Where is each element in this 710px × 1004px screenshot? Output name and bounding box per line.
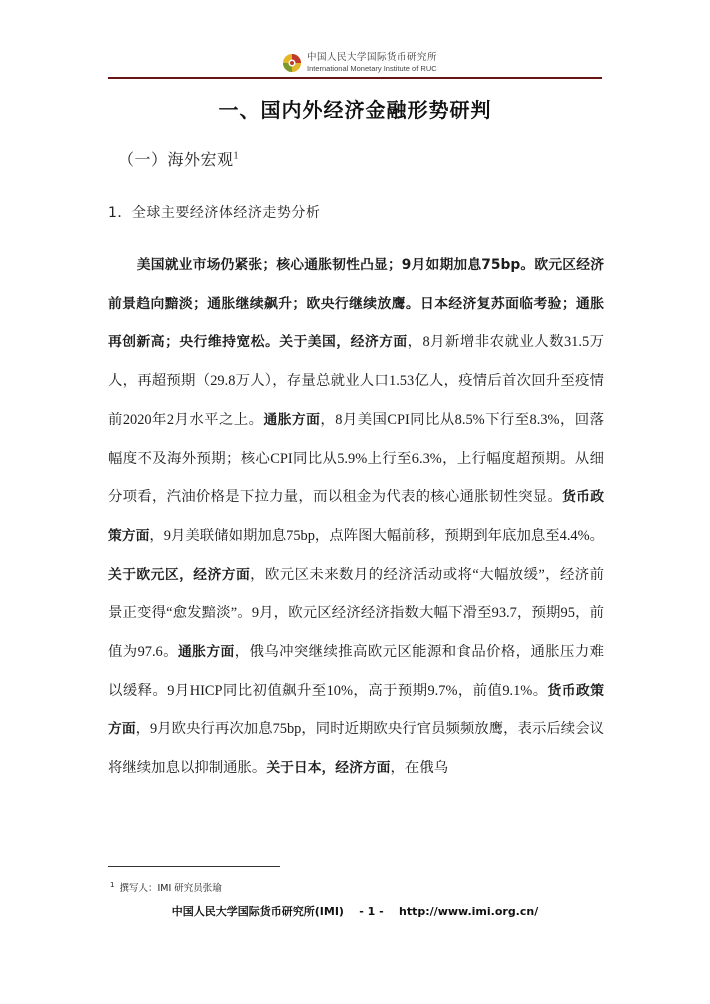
- bold-run: 美国就业市场仍紧张；核心通胀韧性凸显；9月如期加息75bp。欧元区经济前景趋向黯淡；通胀继续飙升；欧央行继续放鹰。日本经济复苏面临考验；通胀再创新高；央行维持宽松。关于美国，经济方面: [108, 257, 604, 351]
- section-heading-label: （一）海外宏观: [118, 150, 234, 169]
- page-title: 一、国内外经济金融形势研判: [218, 98, 492, 122]
- bold-run: 关于日本，经济方面: [266, 760, 391, 777]
- subsection-heading: 1．全球主要经济体经济走势分析: [108, 205, 321, 221]
- page-header: [282, 52, 437, 74]
- bold-run: 货币政策方面: [108, 489, 604, 544]
- section-heading: [118, 147, 239, 170]
- body-paragraph: [108, 246, 604, 841]
- bold-run: 通胀方面: [263, 411, 321, 428]
- footnote: [110, 880, 222, 894]
- text-run: ，9月欧央行再次加息75bp，同时近期欧央行官员频频放鹰，表示后续会议将继续加息以抑制通胀。: [108, 721, 604, 777]
- text-run: ，俄乌冲突继续推高欧元区能源和食品价格，通胀压力难以缓释。9月HICP同比初值飙升至10%，高于预期9.7%，前值9.1%。: [108, 644, 604, 699]
- text-run: ，欧元区未来数月的经济活动或将“大幅放缓”，经济前景正变得“愈发黯淡”。9月，欧元区经济经济指数大幅下滑至93.7，预期95，前值为97.6。: [108, 566, 604, 661]
- bold-run: 关于欧元区，经济方面: [108, 566, 251, 583]
- text-run: ，9月美联储如期加息75bp，点阵图大幅前移，预期到年底加息至4.4%。: [149, 527, 604, 544]
- imi-logo-icon: [282, 53, 302, 73]
- header-institute-cn: 中国人民大学国际货币研究所: [307, 52, 438, 63]
- footnote-divider: [108, 866, 280, 867]
- footnote-text: 撰写人：IMI 研究员张瑜: [119, 883, 222, 894]
- bold-run: 货币政策方面: [108, 682, 604, 738]
- text-run: ，8月新增非农就业人数31.5万人，再超预期（29.8万人），存量总就业人口1.53亿人，疫情后首次回升至疫情前2020年2月水平之上。: [108, 334, 604, 428]
- text-run: ，8月美国CPI同比从8.5%下行至8.3%，回落幅度不及海外预期；核心CPI同比从5.9%上行至6.3%，上行幅度超预期。从细分项看，汽油价格是下拉力量，而以租金为代表的核心通胀韧性突显。: [108, 411, 604, 506]
- page-footer: 中国人民大学国际货币研究所(IMI) - 1 - http://www.imi.org.cn/: [171, 905, 539, 918]
- header-institute-en: International Monetary Institute of RUC: [307, 64, 437, 73]
- text-run: ，在俄乌: [390, 760, 449, 777]
- footnote-ref: 1: [233, 150, 240, 162]
- footnote-number: 1: [110, 880, 115, 889]
- bold-run: 通胀方面: [177, 644, 235, 661]
- header-divider: [108, 77, 602, 79]
